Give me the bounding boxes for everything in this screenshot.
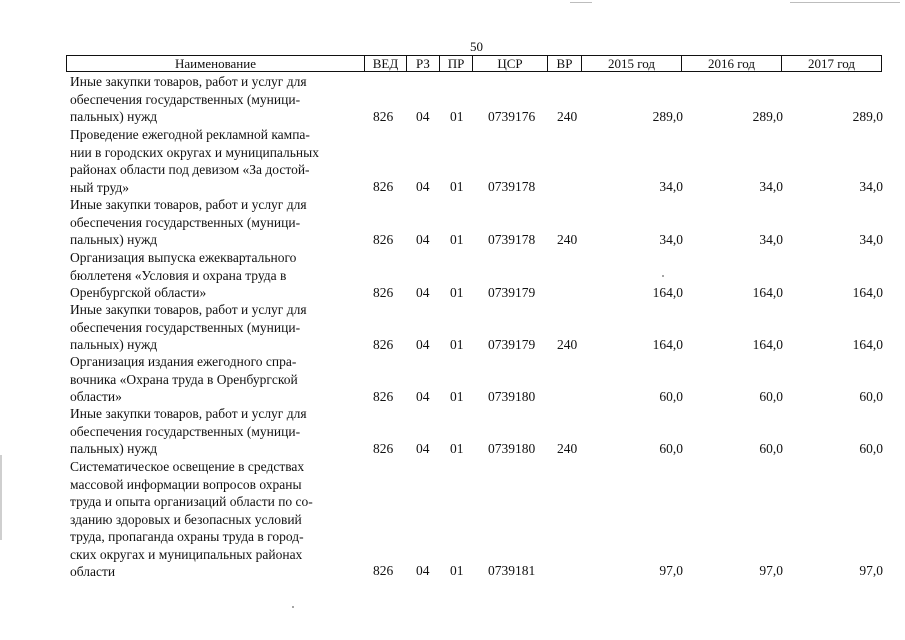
row-ved: 826 — [373, 232, 394, 247]
row-2016: 34,0 — [759, 179, 783, 194]
row-2015: 97,0 — [659, 563, 683, 578]
header-vr: ВР — [548, 56, 582, 72]
row-2015: 34,0 — [659, 232, 683, 247]
row-name: Организация издания ежегодного спра- вочника «Охрана труда в Оренбургской области» — [70, 354, 298, 404]
row-vr: 240 — [557, 441, 578, 456]
row-rz: 04 — [416, 179, 430, 194]
row-name: Иные закупки товаров, работ и услуг для обеспечения государственных (муници- пальных) нужд — [70, 74, 307, 124]
row-2016: 97,0 — [759, 563, 783, 578]
row-2017: 164,0 — [852, 337, 883, 352]
row-ved: 826 — [373, 179, 394, 194]
header-pr: ПР — [440, 56, 473, 72]
row-vr: 240 — [557, 337, 578, 352]
row-2017: 164,0 — [852, 285, 883, 300]
row-2015: 60,0 — [659, 389, 683, 404]
table-row — [0, 301, 905, 354]
row-pr: 01 — [450, 563, 464, 578]
row-2016: 60,0 — [759, 441, 783, 456]
header-csr: ЦСР — [473, 56, 548, 72]
row-rz: 04 — [416, 109, 430, 124]
row-vr: 240 — [557, 232, 578, 247]
row-csr: 0739178 — [488, 179, 536, 194]
row-csr: 0739179 — [488, 285, 536, 300]
row-2016: 60,0 — [759, 389, 783, 404]
row-ved: 826 — [373, 389, 394, 404]
row-pr: 01 — [450, 337, 464, 352]
row-csr: 0739181 — [488, 563, 536, 578]
row-2015: 164,0 — [652, 337, 683, 352]
header-ved: ВЕД — [365, 56, 407, 72]
row-name: Иные закупки товаров, работ и услуг для обеспечения государственных (муници- пальных) нужд — [70, 197, 307, 247]
row-csr: 0739180 — [488, 389, 536, 404]
table-row — [0, 405, 905, 458]
header-2016: 2016 год — [682, 56, 782, 72]
row-pr: 01 — [450, 232, 464, 247]
header-2015: 2015 год — [582, 56, 682, 72]
row-2016: 34,0 — [759, 232, 783, 247]
row-2016: 164,0 — [752, 337, 783, 352]
row-pr: 01 — [450, 441, 464, 456]
row-2015: 289,0 — [652, 109, 683, 124]
row-pr: 01 — [450, 389, 464, 404]
row-2017: 34,0 — [859, 232, 883, 247]
row-2015: 164,0 — [652, 285, 683, 300]
row-2017: 289,0 — [852, 109, 883, 124]
row-csr: 0739179 — [488, 337, 536, 352]
table-row — [0, 73, 905, 126]
row-name: Иные закупки товаров, работ и услуг для обеспечения государственных (муници- пальных) нужд — [70, 406, 307, 456]
row-ved: 826 — [373, 109, 394, 124]
row-2017: 60,0 — [859, 441, 883, 456]
row-rz: 04 — [416, 232, 430, 247]
row-vr: 240 — [557, 109, 578, 124]
table-row — [0, 249, 905, 302]
scan-speck — [292, 606, 294, 608]
row-2016: 164,0 — [752, 285, 783, 300]
row-csr: 0739180 — [488, 441, 536, 456]
row-2015: 60,0 — [659, 441, 683, 456]
table-row — [0, 458, 905, 583]
header-rz: РЗ — [407, 56, 440, 72]
row-ved: 826 — [373, 337, 394, 352]
row-2016: 289,0 — [752, 109, 783, 124]
row-rz: 04 — [416, 389, 430, 404]
table-row — [0, 196, 905, 249]
row-rz: 04 — [416, 563, 430, 578]
row-2017: 34,0 — [859, 179, 883, 194]
row-rz: 04 — [416, 441, 430, 456]
row-ved: 826 — [373, 563, 394, 578]
row-pr: 01 — [450, 285, 464, 300]
header-name: Наименование — [67, 56, 365, 72]
scan-artifact-line — [570, 2, 592, 3]
row-ved: 826 — [373, 441, 394, 456]
row-pr: 01 — [450, 179, 464, 194]
row-name: Иные закупки товаров, работ и услуг для обеспечения государственных (муници- пальных) нужд — [70, 302, 307, 352]
row-ved: 826 — [373, 285, 394, 300]
row-pr: 01 — [450, 109, 464, 124]
table-row — [0, 353, 905, 406]
row-csr: 0739178 — [488, 232, 536, 247]
row-name: Систематическое освещение в средствах массовой информации вопросов охраны труда и опыта организаций области по со- зданию здоровых и безопасных условий труда, пропаганда охраны труда в город- ских округах и муниципальных районах области — [70, 459, 313, 579]
row-name: Организация выпуска ежеквартального бюллетеня «Условия и охрана труда в Оренбургской области» — [70, 250, 297, 300]
header-2017: 2017 год — [782, 56, 882, 72]
row-rz: 04 — [416, 285, 430, 300]
row-2015: 34,0 — [659, 179, 683, 194]
row-name: Проведение ежегодной рекламной кампа- нии в городских округах и муниципальных районах области под девизом «За достой- ный труд» — [70, 127, 319, 195]
table-row — [0, 126, 905, 196]
table-header — [66, 55, 882, 72]
row-2017: 60,0 — [859, 389, 883, 404]
page-number: 50 — [470, 39, 483, 54]
row-2017: 97,0 — [859, 563, 883, 578]
row-rz: 04 — [416, 337, 430, 352]
scan-artifact-line — [790, 2, 900, 3]
row-csr: 0739176 — [488, 109, 536, 124]
